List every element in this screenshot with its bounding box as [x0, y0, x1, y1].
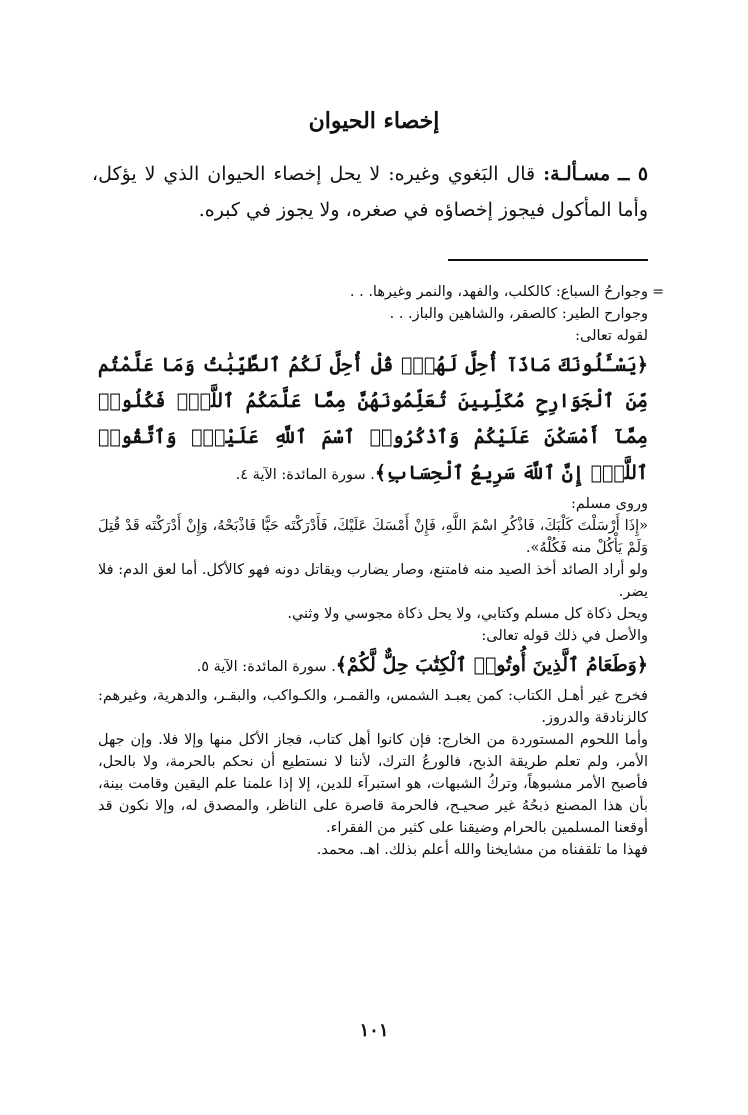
note-paragraph: وأما اللحوم المستوردة من الخارج: فإن كانوا أهل كتاب، فجاز الأكل منها وإلا فلا. وإن جهل الأمر، ولم تعلم طريقة الذبح، فالورعُ الترك، لأننا لا نستطيع أن نحكم بالحرمة، ولا بالحل، فأصبح الأمر مشبوهاً، وتركُ الشبهات، هو استبرآء للدين، إلا إذا علمنا علم اليقين وقامت بينة، بأن هذا المصنع ذبحُهُ غير صحيـح، فالحرمة قاصرة على الناظر، والمصدق له، وإلا نكون قد أوقعنا المسلمين بالحرام وضيقنا على كثير من الفقراء.: [98, 732, 648, 836]
quran-verse-2: [98, 647, 648, 685]
issue-number: ٥ ــ: [618, 163, 649, 185]
quran-verse-1-ref: . سورة المائدة: الآية ٤.: [235, 467, 375, 483]
muslim-intro: وروى مسلم:: [570, 496, 648, 512]
quran-verse-2-ref: . سورة المائدة: الآية ٥.: [196, 659, 336, 675]
footnotes: [98, 281, 648, 861]
note-paragraph: والأصل في ذلك قوله تعالى:: [481, 628, 648, 644]
page-number: ١٠١: [359, 1020, 389, 1041]
note-paragraph: ولو أراد الصائد أخذ الصيد منه فامتنع، وصار يضارب ويقاتل دونه فهو كالأكل. أما لعق الدم: فلا يضر.: [98, 562, 648, 600]
note-paragraph: فهذا ما تلقفناه من مشايخنا والله أعلم بذلك. اهـ. محمد.: [316, 842, 648, 858]
hadith-text: «إِذَا أَرْسَلْتَ كَلْبَكَ، فَاذْكُرِ اسْمَ اللَّهِ، فَإِنْ أَمْسَكَ عَلَيْكَ، فَأَدْرَكْتَه حَيًّا فَاذْبَحْهُ، وَإِنْ أَدْرَكْتَه قَدْ قُتِلَ وَلَمْ يَأْكُلْ منه فَكُلْهُ».: [98, 518, 648, 556]
main-paragraph: [92, 156, 648, 228]
note-line: لقوله تعالى:: [575, 328, 648, 344]
note-line: وجوارح الطير: كالصقر، والشاهين والباز. . .: [389, 306, 648, 322]
note-paragraph: فخرج غير أهـل الكتاب: كمن يعبـد الشمس، والقمـر، والكـواكب، والبقـر، والدهرية، وغيرهم: كالزنادقة والدروز.: [98, 688, 648, 726]
note-paragraph: ويحل ذكاة كل مسلم وكتابي، ولا يحل ذكاة مجوسي ولا وثني.: [287, 606, 648, 622]
quran-verse-1: [98, 347, 648, 493]
quran-verse-1-text: ﴿يَسْـَٔلُونَكَ مَاذَآ أُحِلَّ لَهُمْۖ قُلْ أُحِلَّ لَكُمُ ٱلطَّيِّبَٰتُ وَمَا عَلَّمْتُم مِّنَ ٱلْجَوَارِحِ مُكَلِّبِينَ تُعَلِّمُونَهُنَّ مِمَّا عَلَّمَكُمُ ٱللَّهُۖ فَكُلُوا۟ مِمَّآ أَمْسَكْنَ عَلَيْكُمْ وَٱذْكُرُوا۟ ٱسْمَ ٱللَّهِ عَلَيْهِۖ وَٱتَّقُوا۟ ٱللَّهَۚ إِنَّ ٱللَّهَ سَرِيعُ ٱلْحِسَابِ﴾: [98, 354, 648, 484]
issue-keyword: مسـألـة:: [543, 163, 611, 185]
page-title: إخصاء الحيوان: [308, 108, 440, 134]
note-line: وجوارحُ السباع: كالكلب، والفهد، والنمر وغيرها. . .: [349, 284, 648, 300]
continuation-marker: =: [652, 284, 664, 300]
issue-text: قال البَغوي وغيره: لا يحل إخصاء الحيوان الذي لا يؤكل، وأما المأكول فيجوز إخصاؤه في صغره، ولا يجوز في كبره.: [92, 163, 648, 221]
footnote-divider: [448, 259, 648, 261]
quran-verse-2-text: ﴿وَطَعَامُ ٱلَّذِينَ أُوتُوا۟ ٱلْكِتَٰبَ حِلٌّ لَّكُمْ﴾: [335, 654, 648, 676]
